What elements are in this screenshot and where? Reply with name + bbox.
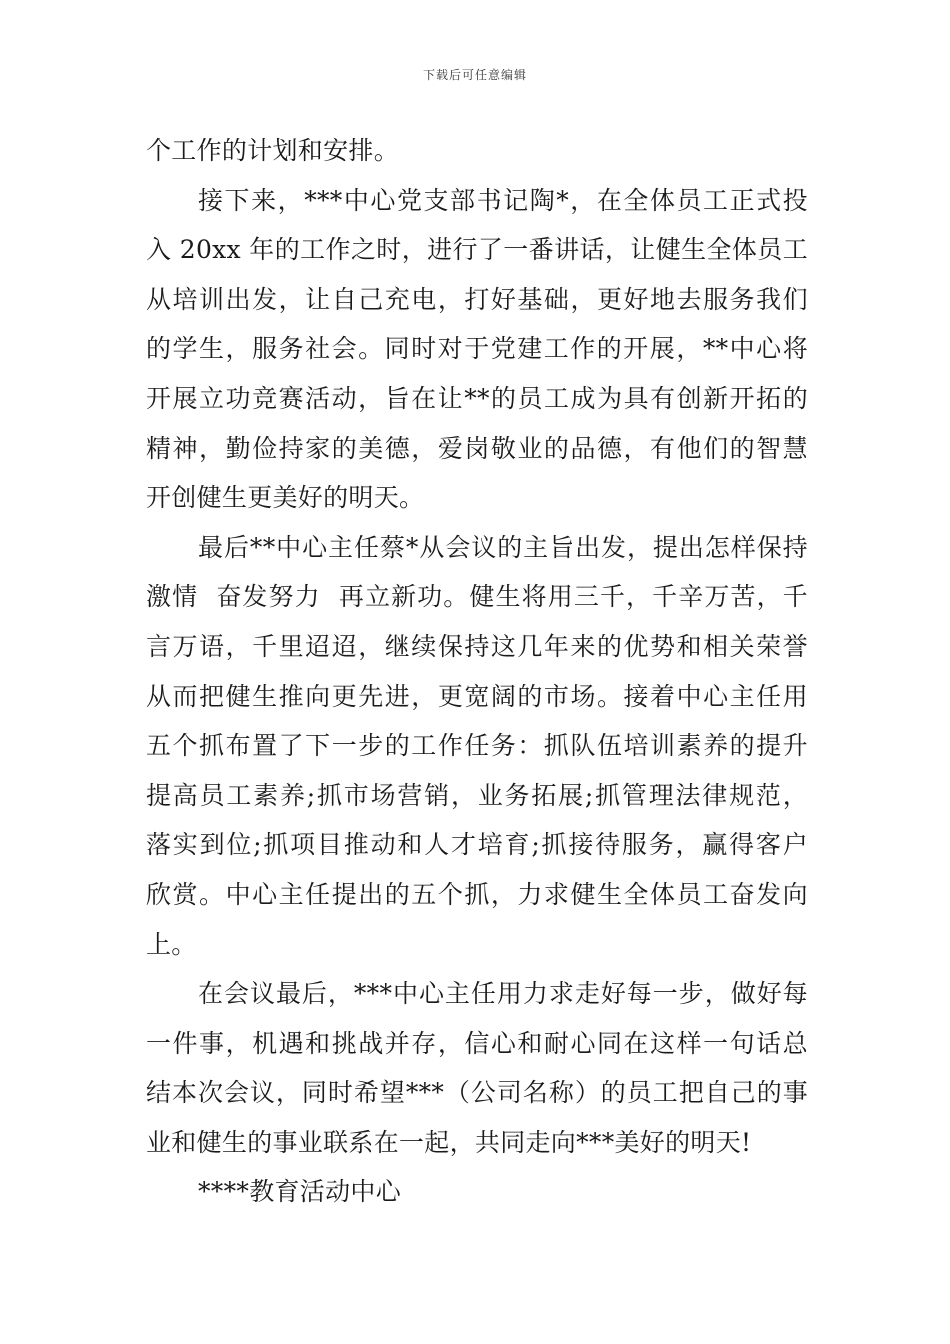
text-line: 从培训出发，让自己充电，打好基础，更好地去服务我们 <box>146 284 808 314</box>
text-line: 五个抓布置了下一步的工作任务：抓队伍培训素养的提升 <box>146 731 808 761</box>
text-line: 精神，勤俭持家的美德，爱岗敬业的品德，有他们的智慧 <box>146 433 808 463</box>
text-line: 从而把健生推向更先进，更宽阔的市场。接着中心主任用 <box>146 681 808 711</box>
text-line: 激情 奋发努力 再立新功。健生将用三千，千辛万苦，千 <box>146 582 808 612</box>
text-line: 欣赏。中心主任提出的五个抓，力求健生全体员工奋发向 <box>146 879 808 909</box>
document-body <box>146 126 808 1217</box>
text-line: 落实到位;抓项目推动和人才培育;抓接待服务，赢得客户 <box>146 830 808 860</box>
paragraph-first-line: 在会议最后，***中心主任用力求走好每一步，做好每 <box>198 979 808 1009</box>
page-header: 下载后可任意编辑 <box>422 68 527 82</box>
paragraph-first-line: 接下来，***中心党支部书记陶*，在全体员工正式投 <box>198 185 808 215</box>
text-line: 开创健生更美好的明天。 <box>146 483 425 513</box>
text-line: 上。 <box>146 929 197 959</box>
text-line: 提高员工素养;抓市场营销，业务拓展;抓管理法律规范， <box>146 780 808 810</box>
text-line: 一件事，机遇和挑战并存，信心和耐心同在这样一句话总 <box>146 1028 808 1058</box>
text-line: 开展立功竞赛活动，旨在让**的员工成为具有创新开拓的 <box>146 383 808 413</box>
text-line: 入 20xx 年的工作之时，进行了一番讲话，让健生全体员工 <box>146 235 808 265</box>
signature-line: ****教育活动中心 <box>198 1177 402 1207</box>
text-line: 言万语，千里迢迢，继续保持这几年来的优势和相关荣誉 <box>146 631 808 661</box>
text-line: 业和健生的事业联系在一起，共同走向***美好的明天! <box>146 1127 752 1157</box>
text-line: 个工作的计划和安排。 <box>146 136 400 165</box>
paragraph-first-line: 最后**中心主任蔡*从会议的主旨出发，提出怎样保持 <box>198 532 808 562</box>
text-line: 的学生，服务社会。同时对于党建工作的开展，**中心将 <box>146 334 808 364</box>
text-line: 结本次会议，同时希望***（公司名称）的员工把自己的事 <box>146 1078 808 1108</box>
